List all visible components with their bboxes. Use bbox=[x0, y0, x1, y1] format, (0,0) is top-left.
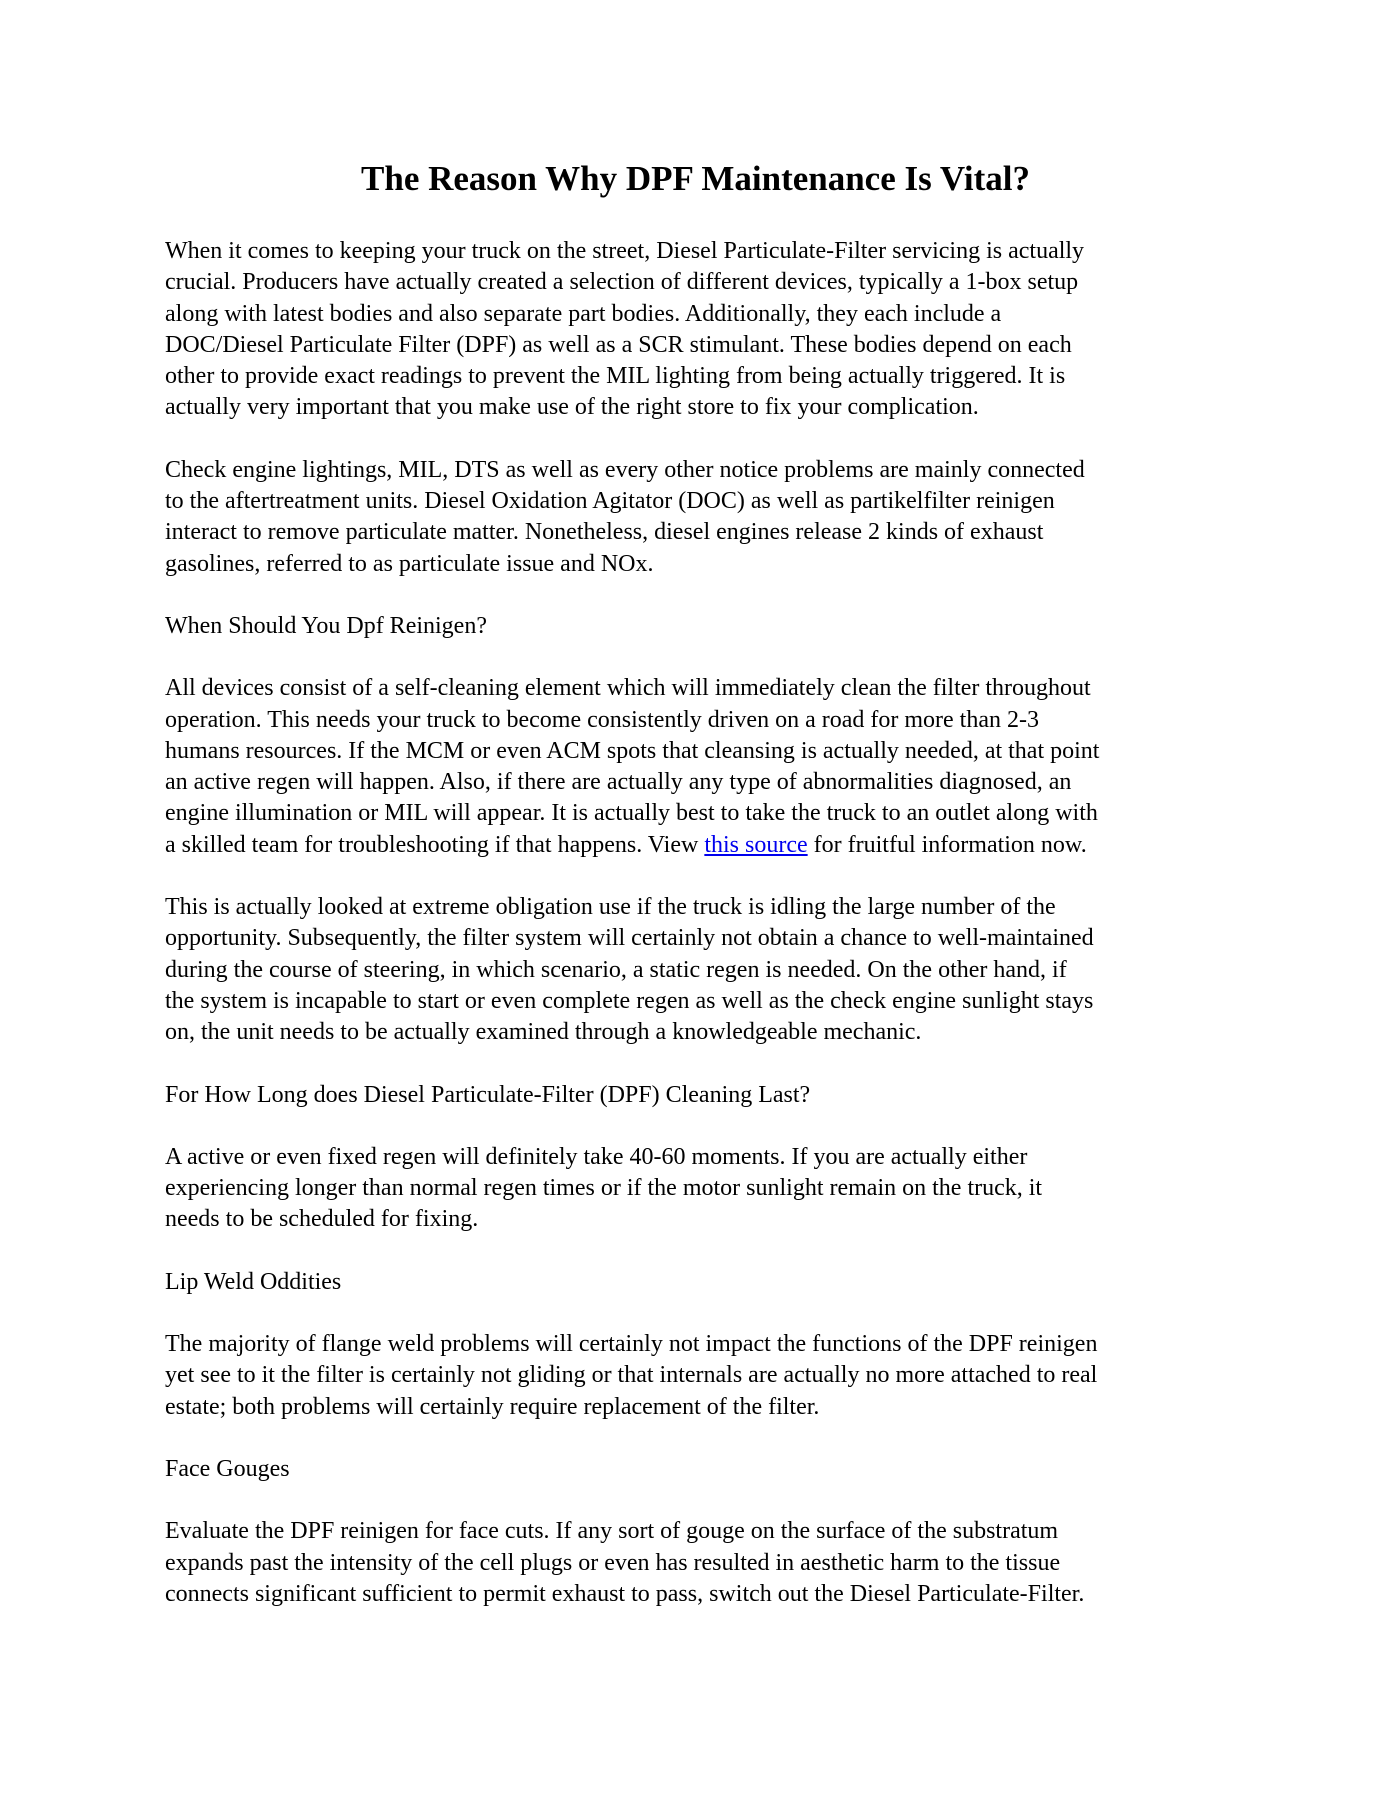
section-heading-when: When Should You Dpf Reinigen? bbox=[165, 612, 487, 639]
text-line: estate; both problems will certainly require replacement of the filter. bbox=[165, 1393, 820, 1420]
text-line: during the course of steering, in which scenario, a static regen is needed. On the other hand, if bbox=[165, 956, 1067, 983]
paragraph-self-cleaning bbox=[165, 673, 1245, 861]
paragraph-intro bbox=[165, 236, 1245, 424]
paragraph-face-cuts bbox=[165, 1516, 1245, 1610]
text-line: interact to remove particulate matter. Nonetheless, diesel engines release 2 kinds of exhaust bbox=[165, 519, 1044, 546]
text-line: gasolines, referred to as particulate issue and NOx. bbox=[165, 550, 654, 577]
section-heading-lip-weld: Lip Weld Oddities bbox=[165, 1268, 342, 1295]
section-heading-how-long: For How Long does Diesel Particulate-Filter (DPF) Cleaning Last? bbox=[165, 1081, 811, 1108]
text-line: Check engine lightings, MIL, DTS as well as every other notice problems are mainly connected bbox=[165, 456, 1085, 483]
text-line: expands past the intensity of the cell plugs or even has resulted in aesthetic harm to the tissue bbox=[165, 1549, 1061, 1576]
text-line: When it comes to keeping your truck on the street, Diesel Particulate-Filter servicing is actually bbox=[165, 238, 1085, 264]
paragraph-check-engine bbox=[165, 455, 1245, 580]
link-suffix-text: for fruitful information now. bbox=[807, 831, 1087, 858]
text-line: This is actually looked at extreme obligation use if the truck is idling the large number of the bbox=[165, 894, 1056, 921]
text-line: to the aftertreatment units. Diesel Oxidation Agitator (DOC) as well as partikelfilter reinigen bbox=[165, 488, 1055, 515]
text-line: the system is incapable to start or even complete regen as well as the check engine sunlight stays bbox=[165, 987, 1094, 1014]
text-line: crucial. Producers have actually created a selection of different devices, typically a 1-box setup bbox=[165, 269, 1079, 296]
this-source-link[interactable]: this source bbox=[704, 831, 808, 858]
text-line: connects significant sufficient to permit exhaust to pass, switch out the Diesel Particulate-Filter. bbox=[165, 1580, 1085, 1607]
text-line: yet see to it the filter is certainly not gliding or that internals are actually no more attached to real bbox=[165, 1362, 1098, 1389]
text-line-with-link bbox=[165, 830, 1245, 861]
text-line: on, the unit needs to be actually examined through a knowledgeable mechanic. bbox=[165, 1019, 922, 1046]
text-line: experiencing longer than normal regen times or if the motor sunlight remain on the truck, it bbox=[165, 1175, 1043, 1202]
document-body bbox=[165, 236, 1245, 1641]
text-line: other to provide exact readings to prevent the MIL lighting from being actually triggered. It is bbox=[165, 363, 1066, 390]
paragraph-regen-time bbox=[165, 1142, 1245, 1236]
section-heading-face-gouges: Face Gouges bbox=[165, 1455, 290, 1482]
link-prefix-text: a skilled team for troubleshooting if that happens. View bbox=[165, 831, 705, 858]
text-line: All devices consist of a self-cleaning element which will immediately clean the filter throughout bbox=[165, 675, 1091, 702]
text-line: needs to be scheduled for fixing. bbox=[165, 1206, 479, 1233]
text-line: engine illumination or MIL will appear. It is actually best to take the truck to an outlet along with bbox=[165, 800, 1098, 827]
text-line: humans resources. If the MCM or even ACM spots that cleansing is actually needed, at that point bbox=[165, 737, 1100, 764]
paragraph-flange-weld bbox=[165, 1329, 1245, 1423]
text-line: along with latest bodies and also separate part bodies. Additionally, they each include a bbox=[165, 300, 1002, 327]
document-title: The Reason Why DPF Maintenance Is Vital? bbox=[361, 159, 1030, 198]
text-line: operation. This needs your truck to become consistently driven on a road for more than 2-3 bbox=[165, 706, 1039, 733]
text-line: DOC/Diesel Particulate Filter (DPF) as well as a SCR stimulant. These bodies depend on each bbox=[165, 331, 1072, 358]
text-line: The majority of flange weld problems will certainly not impact the functions of the DPF reinigen bbox=[165, 1331, 1098, 1358]
text-line: A active or even fixed regen will definitely take 40-60 moments. If you are actually either bbox=[165, 1143, 1028, 1170]
text-line: Evaluate the DPF reinigen for face cuts. If any sort of gouge on the surface of the substratum bbox=[165, 1518, 1059, 1545]
text-line: opportunity. Subsequently, the filter system will certainly not obtain a chance to well-maintained bbox=[165, 925, 1094, 952]
text-line: actually very important that you make use of the right store to fix your complication. bbox=[165, 394, 979, 421]
text-line: an active regen will happen. Also, if there are actually any type of abnormalities diagnosed, an bbox=[165, 769, 1072, 796]
paragraph-extreme-use bbox=[165, 892, 1245, 1048]
